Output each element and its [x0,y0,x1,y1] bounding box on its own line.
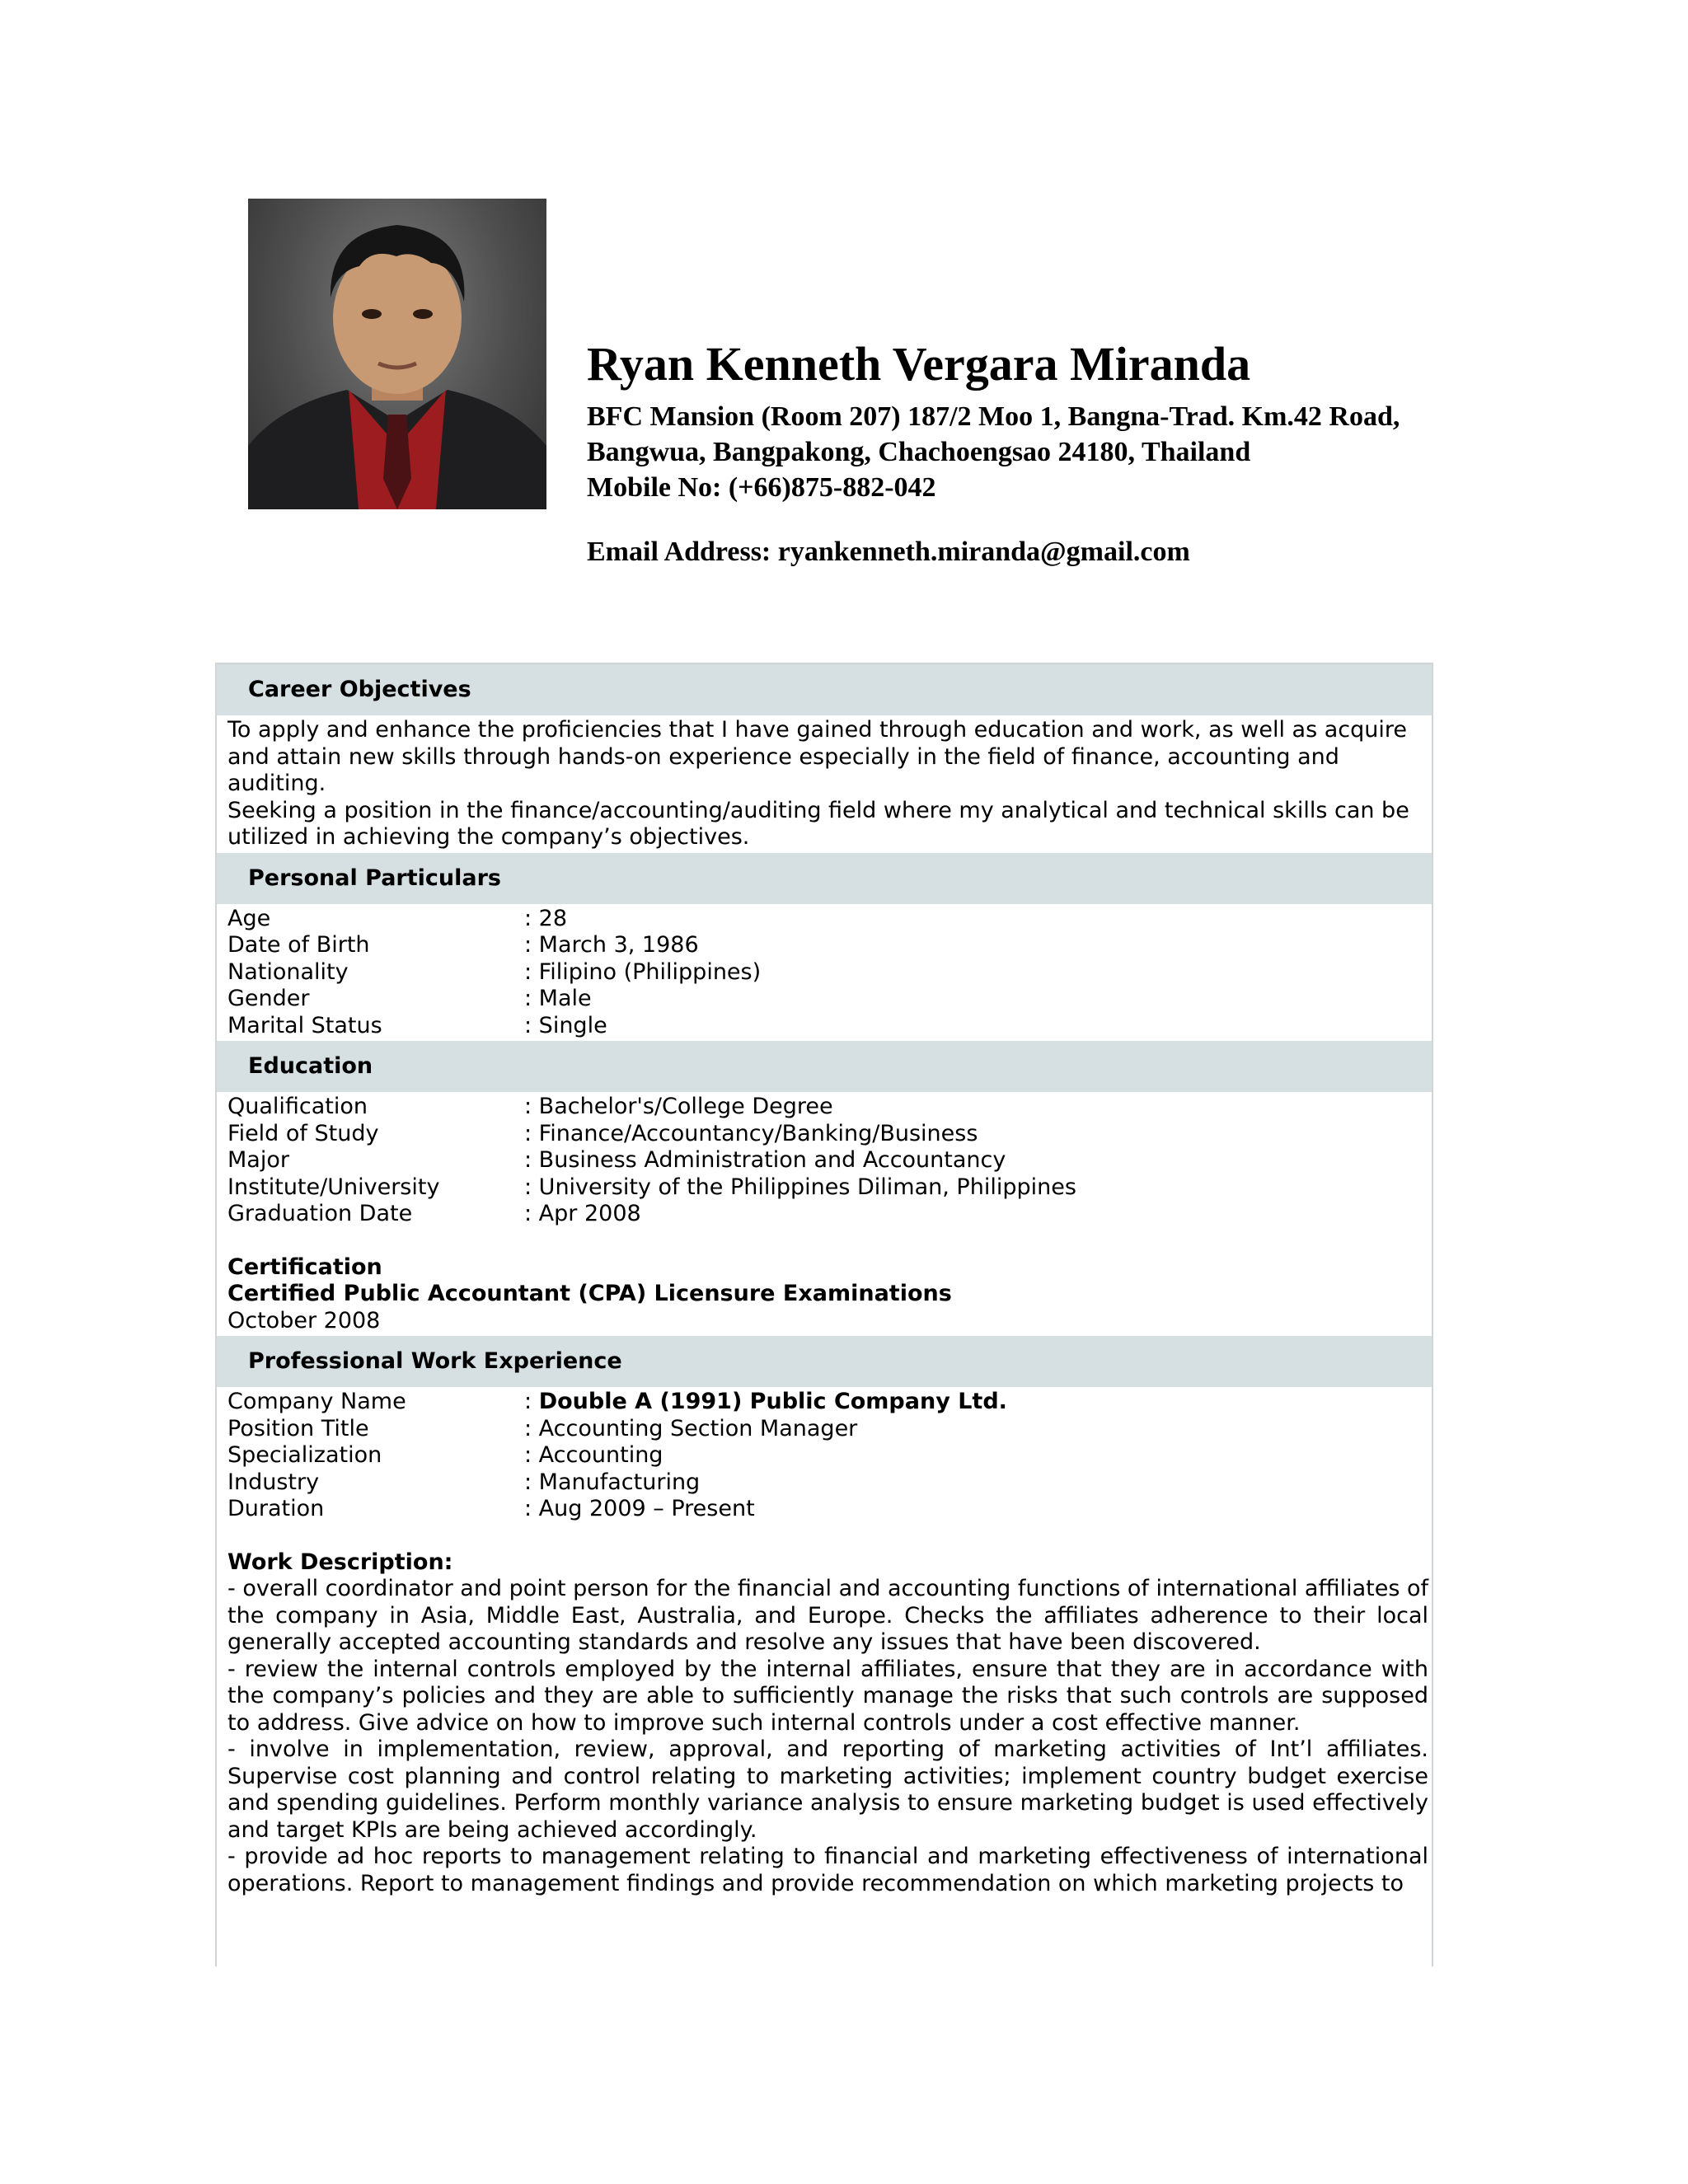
career-objectives-body [217,715,1432,853]
field-value: : Filipino (Philippines) [524,958,762,985]
field-value: : Business Administration and Accountancy [524,1147,1006,1173]
work-description-heading: Work Description: [227,1549,453,1575]
work-description-item: - involve in implementation, review, approval, and reporting of marketing activities of Int’l affiliates. Supervise cost planning and control relating to marketing activities; implement country budget exercise and spending guidelines. Perform monthly variance analysis to ensure marketing budget is used effectively and target KPIs are being achieved accordingly. [227,1736,1428,1843]
mobile-number: Mobile No: (+66)875-882-042 [587,472,936,503]
field-label: Marital Status [227,1012,382,1038]
field-value: : Accounting [524,1442,663,1468]
career-objective-paragraph: To apply and enhance the proficiencies that I have gained through education and work, as well as acquire and attain new skills through hands-on experience especially in the field of finance, accounting and auditing. [227,717,1407,796]
field-row [227,959,1428,987]
section-header-work-experience: Professional Work Experience [217,1336,1432,1387]
field-label: Age [227,905,271,931]
certification-heading: Certification [227,1254,382,1280]
section-header-career-objectives: Career Objectives [217,664,1432,715]
education-body [217,1092,1432,1336]
field-label: Qualification [227,1094,368,1119]
field-value: : Male [524,986,592,1011]
field-label: Company Name [227,1389,406,1414]
field-row [227,906,1428,933]
field-row [227,1121,1428,1148]
field-value: : Accounting Section Manager [524,1415,858,1441]
section-header-education: Education [217,1041,1432,1092]
field-label: Date of Birth [227,932,370,958]
field-value: : March 3, 1986 [524,932,699,958]
field-value: : Apr 2008 [524,1201,641,1226]
field-label: Nationality [227,958,349,985]
field-row [227,1201,1428,1228]
certification-date: October 2008 [227,1307,381,1333]
field-row [227,932,1428,959]
address-line-2: Bangwua, Bangpakong, Chachoengsao 24180, Thailand [587,437,1251,467]
section-header-personal-particulars: Personal Particulars [217,853,1432,904]
field-label: Duration [227,1496,325,1521]
certification-name: Certified Public Accountant (CPA) Licensure Examinations [227,1281,952,1306]
career-objective-paragraph: Seeking a position in the finance/accounting/auditing field where my analytical and technical skills can be utilized in achieving the company’s objectives. [227,797,1409,850]
field-value: : Aug 2009 – Present [524,1496,755,1521]
field-label: Graduation Date [227,1201,413,1226]
field-value [524,1389,1428,1416]
field-label: Major [227,1147,289,1173]
resume-header [587,336,1576,569]
field-row [227,1389,1428,1416]
field-value: : Manufacturing [524,1469,701,1495]
field-row [227,1174,1428,1202]
resume-table [215,663,1433,1966]
field-value: : Single [524,1012,607,1038]
email-address: Email Address: ryankenneth.miranda@gmail.com [587,537,1190,567]
field-row [227,1496,1428,1523]
field-value: : Finance/Accountancy/Banking/Business [524,1120,978,1146]
field-label: Gender [227,986,310,1011]
field-row [227,1469,1428,1497]
field-row [227,1013,1428,1040]
field-row [227,1147,1428,1174]
field-row [227,986,1428,1013]
field-row [227,1094,1428,1121]
field-value: : University of the Philippines Diliman, Philippines [524,1174,1076,1200]
field-label: Institute/University [227,1174,440,1200]
candidate-name: Ryan Kenneth Vergara Miranda [587,337,1251,391]
field-row [227,1416,1428,1443]
field-value: : Bachelor's/College Degree [524,1094,833,1119]
company-name: Double A (1991) Public Company Ltd. [538,1389,1007,1414]
field-label: Industry [227,1469,320,1495]
address-line-1: BFC Mansion (Room 207) 187/2 Moo 1, Bangna-Trad. Km.42 Road, [587,401,1400,432]
work-experience-body [217,1387,1432,1899]
portrait-illustration [248,199,546,509]
profile-photo [248,199,546,509]
field-value: : 28 [524,905,568,931]
work-description-item: - review the internal controls employed by the internal affiliates, ensure that they are in accordance with the company’s policies and they are able to sufficiently manage the risks that such controls are supposed to address. Give advice on how to improve such internal controls under a cost effective manner. [227,1656,1428,1736]
field-row [227,1442,1428,1469]
personal-particulars-body [217,904,1432,1042]
field-label: Specialization [227,1442,382,1468]
field-colon: : [524,1389,539,1414]
work-description-item: - overall coordinator and point person for the financial and accounting functions of international affiliates of the company in Asia, Middle East, Australia, and Europe. Checks the affiliates adherence to their local generally accepted accounting standards and resolve any issues that have been discovered. [227,1576,1428,1655]
field-label: Field of Study [227,1120,379,1146]
work-description-item: - provide ad hoc reports to management relating to financial and marketing effectiveness of international operations. Report to management findings and provide recommendation on which marketing projects to [227,1844,1428,1896]
field-label: Position Title [227,1415,369,1441]
